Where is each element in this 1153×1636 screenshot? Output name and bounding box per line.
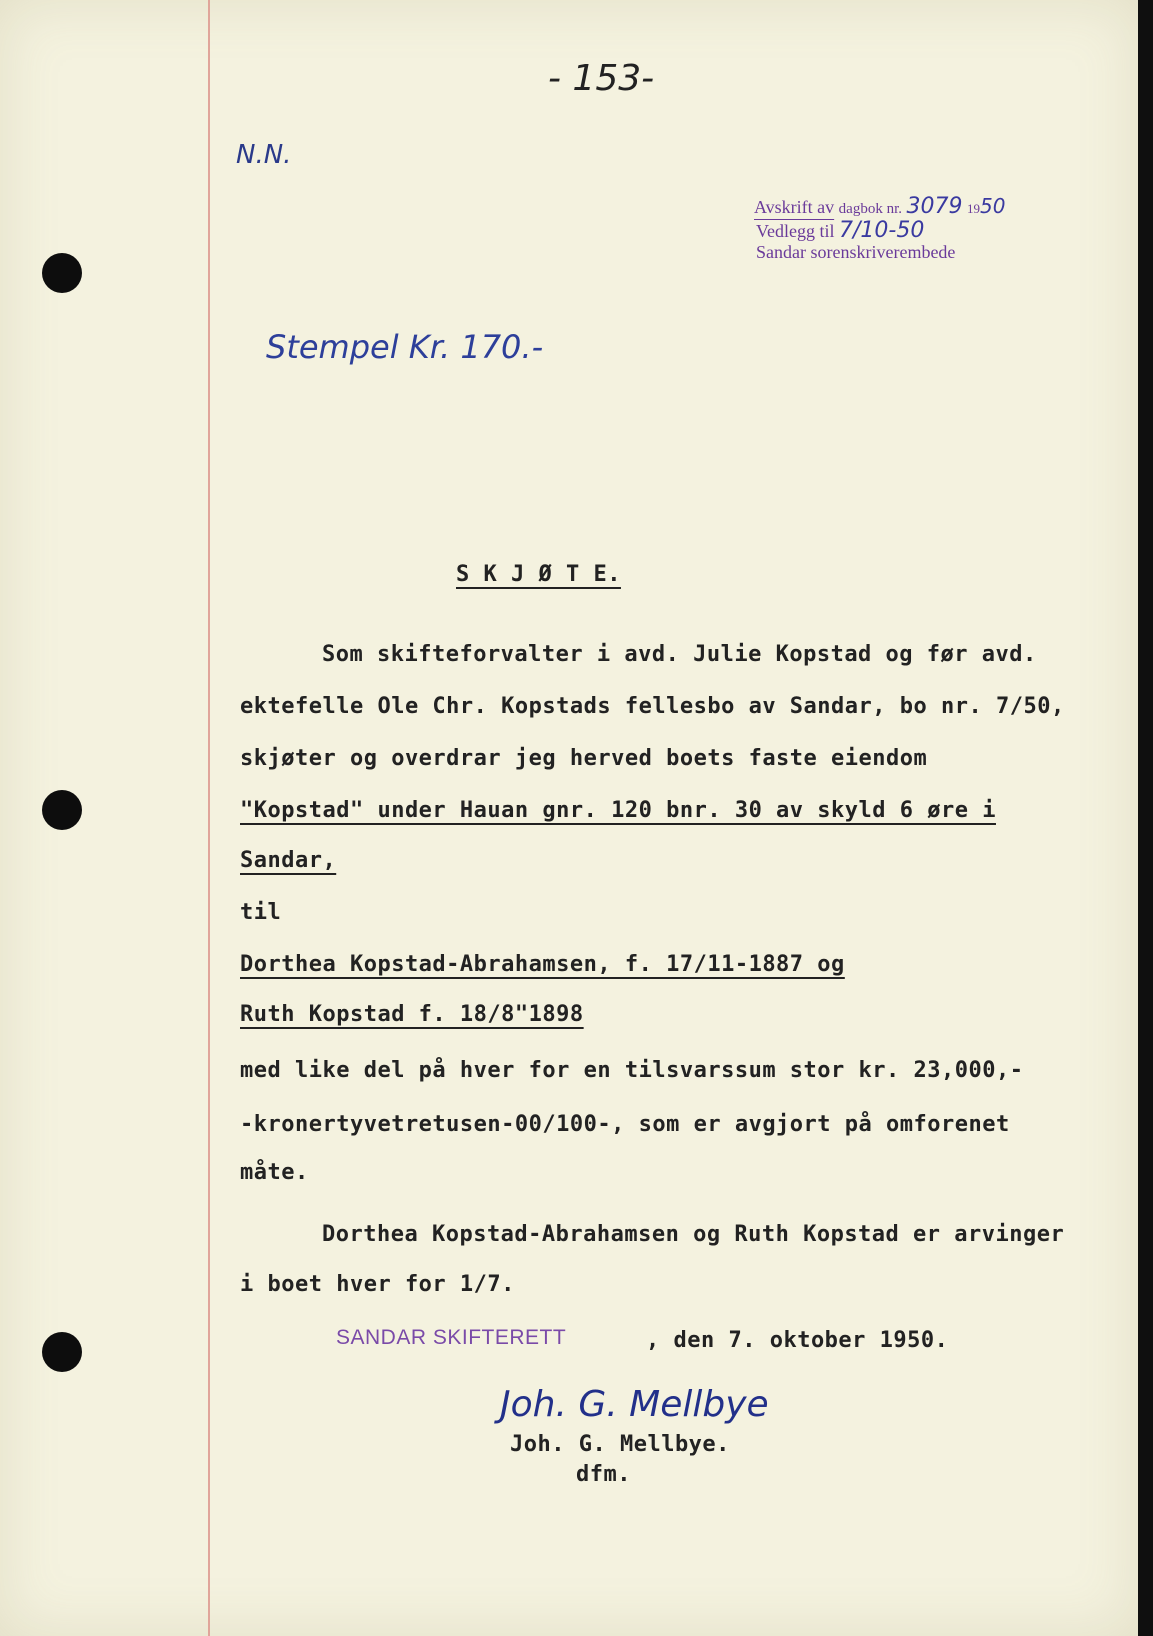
stamp-number: 3079 (906, 194, 963, 219)
property-line: Sandar, (240, 848, 337, 873)
margin-line (208, 0, 210, 1636)
grantee-line: Dorthea Kopstad-Abrahamsen, f. 17/11-1887 og (240, 952, 845, 977)
stamp-line2-prefix: Vedlegg til (756, 221, 835, 241)
initials: N.N. (236, 140, 292, 170)
court-stamp: SANDAR SKIFTERETT (336, 1326, 567, 1349)
stamp-office: Sandar sorenskriverembede (756, 242, 956, 262)
punch-hole-top (42, 253, 82, 293)
punch-hole-bottom (42, 1332, 82, 1372)
page-number: - 153- (548, 58, 655, 99)
stamp-line1-prefix: Avskrift av (754, 197, 835, 217)
scan-edge (1138, 0, 1153, 1636)
body-line: skjøter og overdrar jeg herved boets faste eiendom (240, 746, 928, 771)
body-line: måte. (240, 1160, 309, 1185)
body-line: -kronertyvetretusen-00/100-, som er avgjort på omforenet (240, 1112, 1010, 1137)
document-title: S K J Ø T E. (456, 562, 621, 587)
signature-typed: Joh. G. Mellbye. (510, 1432, 730, 1457)
stamp-year-prefix: 19 (966, 201, 980, 216)
body-line: ektefelle Ole Chr. Kopstads fellesbo av Sandar, bo nr. 7/50, (240, 694, 1065, 719)
date-line: , den 7. oktober 1950. (646, 1328, 949, 1353)
grantee-line: Ruth Kopstad f. 18/8"1898 (240, 1002, 584, 1027)
body-line: til (240, 900, 282, 925)
signature-title: dfm. (576, 1462, 631, 1487)
stamp-year: 50 (979, 194, 1006, 218)
property-line: "Kopstad" under Hauan gnr. 120 bnr. 30 av skyld 6 øre i (240, 798, 996, 823)
stempel-note: Stempel Kr. 170.- (266, 328, 544, 366)
body-line: Som skifteforvalter i avd. Julie Kopstad og før avd. (322, 642, 1037, 667)
stamp-line1-mid: dagbok nr. (838, 201, 902, 217)
stamp-date: 7/10-50 (839, 218, 925, 243)
body-line: i boet hver for 1/7. (240, 1272, 515, 1297)
body-line: med like del på hver for en tilsvarssum stor kr. 23,000,- (240, 1058, 1024, 1083)
punch-hole-middle (42, 790, 82, 830)
signature: Joh. G. Mellbye (500, 1384, 769, 1425)
body-line: Dorthea Kopstad-Abrahamsen og Ruth Kopstad er arvinger (322, 1222, 1065, 1247)
